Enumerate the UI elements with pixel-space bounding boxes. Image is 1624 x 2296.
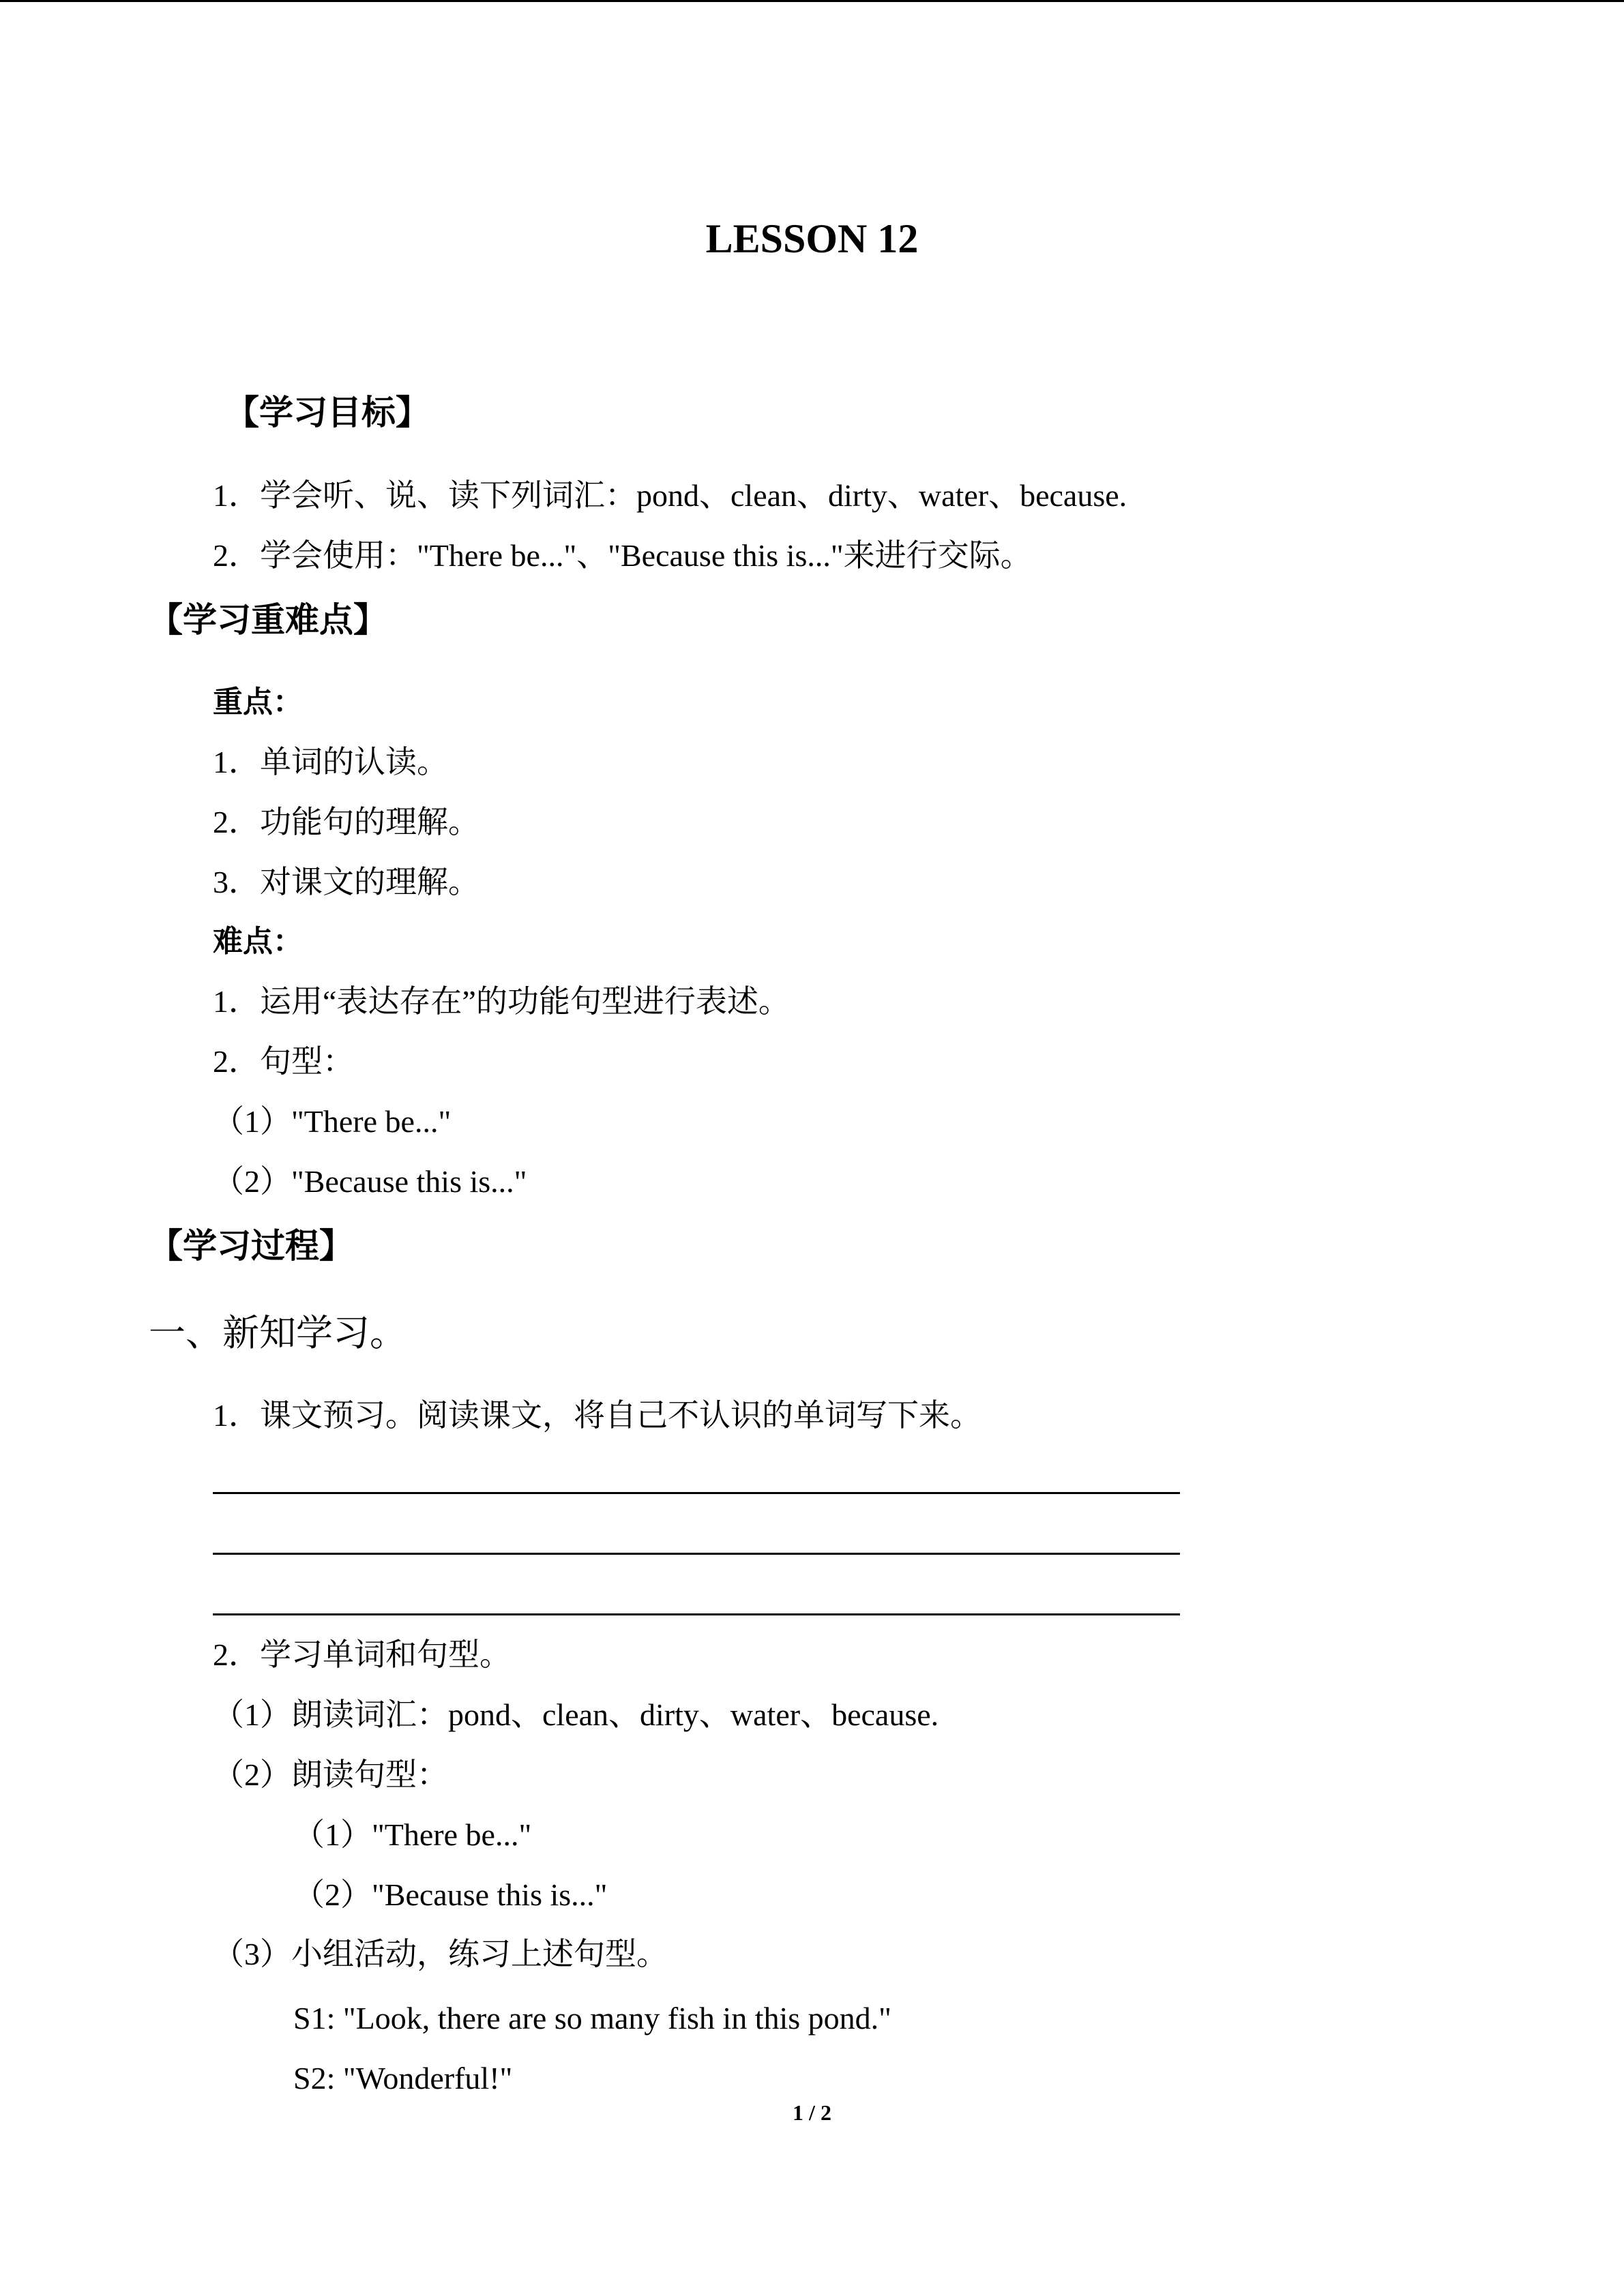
focus-item-1: 1．单词的认读。	[213, 745, 448, 779]
focus-item-2: 2．功能句的理解。	[213, 805, 479, 839]
focus-item-3: 3．对课文的理解。	[213, 865, 479, 899]
dialogue-line-s1: S1: "Look, there are so many fish in this pond."	[293, 2001, 891, 2036]
dialogue-line-s2: S2: "Wonderful!"	[293, 2061, 513, 2096]
difficulty-item-3: （1）"There be..."	[213, 1104, 452, 1139]
process-heading: 【学习过程】	[149, 1226, 353, 1266]
page-top-border	[0, 0, 1624, 2]
step-2-item-3: （3）小组活动，练习上述句型。	[213, 1937, 668, 1971]
answer-blank-line-3[interactable]	[213, 1613, 1180, 1615]
objective-item-1: 1．学会听、说、读下列词汇：pond、clean、dirty、water、because.	[213, 478, 1127, 513]
difficulty-item-1: 1．运用“表达存在”的功能句型进行表述。	[213, 984, 790, 1019]
answer-blank-line-2[interactable]	[213, 1553, 1180, 1555]
step-1: 1．课文预习。阅读课文，将自己不认识的单词写下来。	[213, 1398, 981, 1433]
difficulty-item-4: （2）"Because this is..."	[213, 1164, 527, 1199]
objectives-heading: 【学习目标】	[225, 393, 430, 432]
step-2-pattern-1: （1）"There be..."	[293, 1817, 532, 1852]
objective-item-2: 2．学会使用："There be..."、"Because this is..."来进行交际。	[213, 538, 1032, 573]
step-2-item-1: （1）朗读词汇：pond、clean、dirty、water、because.	[213, 1697, 939, 1732]
answer-blank-line-1[interactable]	[213, 1492, 1180, 1494]
step-2-pattern-2: （2）"Because this is..."	[293, 1877, 608, 1912]
key-points-heading: 【学习重难点】	[149, 600, 387, 640]
section-title: 一、新知学习。	[149, 1311, 407, 1354]
difficulty-item-2: 2．句型：	[213, 1044, 354, 1079]
step-2: 2．学习单词和句型。	[213, 1637, 511, 1672]
lesson-title: LESSON 12	[705, 216, 919, 261]
difficulty-label: 难点：	[213, 924, 303, 959]
focus-label: 重点：	[213, 685, 303, 719]
step-2-item-2: （2）朗读句型：	[213, 1757, 448, 1792]
page-number: 1 / 2	[793, 2100, 831, 2125]
